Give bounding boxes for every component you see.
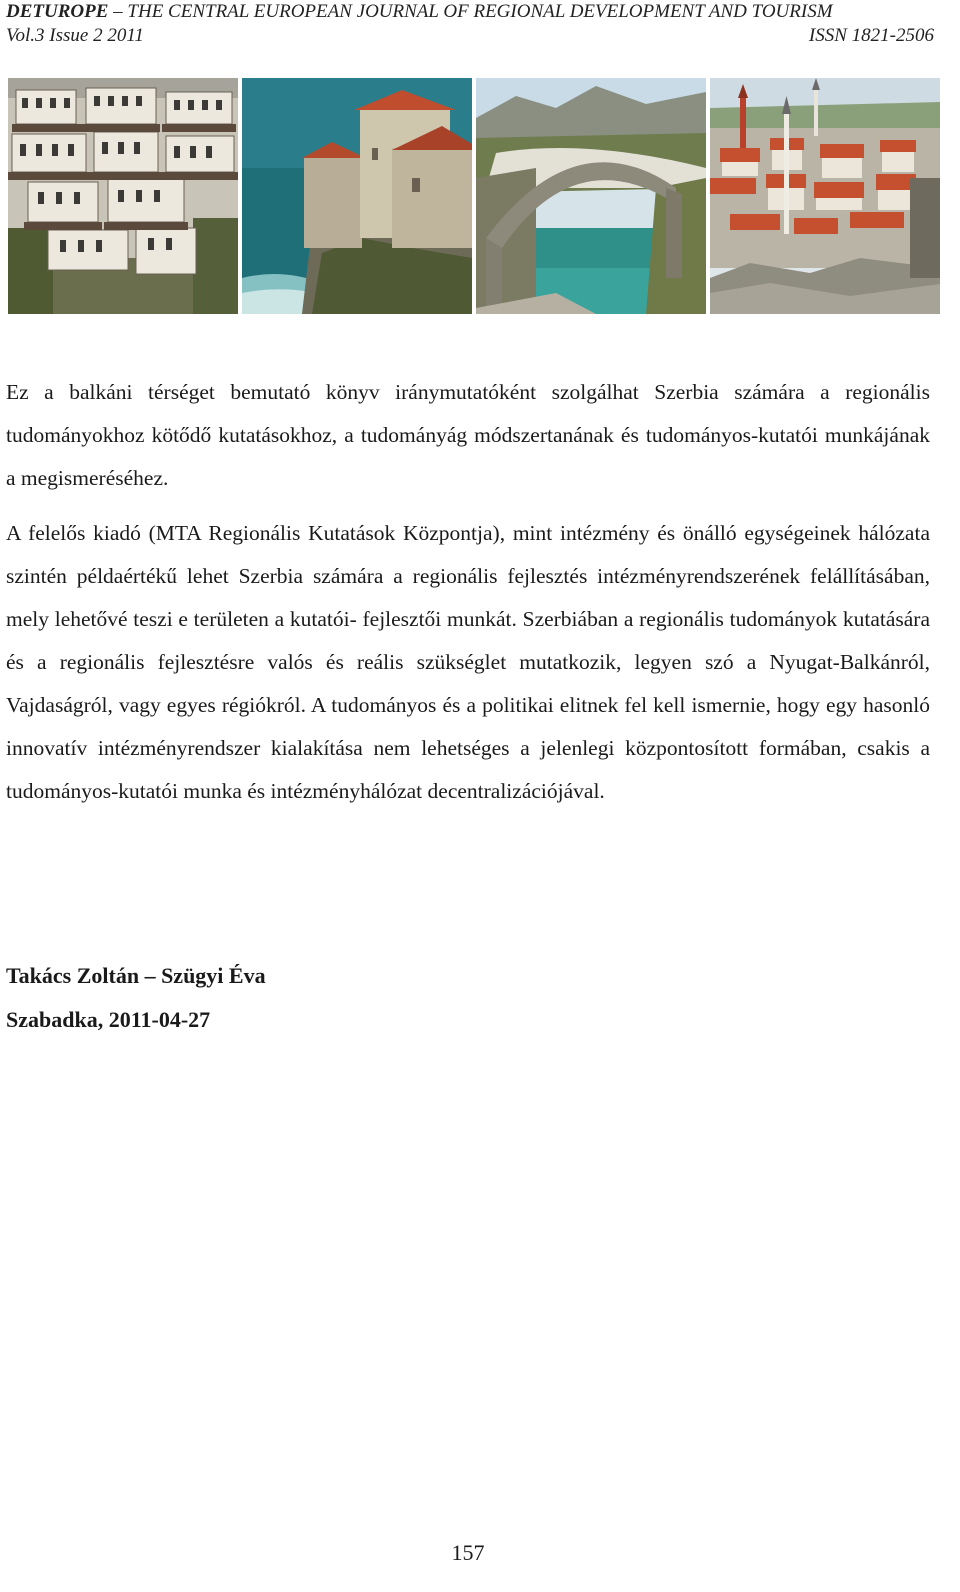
journal-title xyxy=(6,0,833,24)
stone-bridge-photo xyxy=(476,78,706,314)
place-date: Szabadka, 2011-04-27 xyxy=(6,1007,211,1032)
journal-abbr: DETUROPE xyxy=(6,1,109,22)
article-body xyxy=(6,371,930,825)
authors: Takács Zoltán – Szügyi Éva xyxy=(6,963,266,988)
running-header xyxy=(6,0,934,48)
journal-title-row xyxy=(6,0,934,24)
town-minaret-photo xyxy=(710,78,940,314)
paragraph-1: Ez a balkáni térséget bemutató könyv iránymutatóként szolgálhat Szerbia számára a regionális tudományokhoz kötődő kutatásokhoz, a tudományág módszertanának és tudományos-kutatói munkájának a megismeréséhez. xyxy=(6,380,930,490)
page-number: 157 xyxy=(451,1540,485,1565)
journal-full-title: – THE CENTRAL EUROPEAN JOURNAL OF REGIONAL DEVELOPMENT AND TOURISM xyxy=(108,1,833,22)
fortress-sea-photo xyxy=(242,78,472,314)
photo-strip xyxy=(8,78,940,314)
town-houses-photo xyxy=(8,78,238,314)
paragraph-2: A felelős kiadó (MTA Regionális Kutatások Központja), mint intézmény és önálló egységeinek hálózata szintén példaértékű lehet Szerbia számára a regionális fejlesztés intézményrendszerének felállításában, mely lehetővé teszi e területen a kutatói- fejlesztői munkát. Szerbiában a regionális tudományok kutatására és a regionális fejlesztésre valós és reális szükséglet mutatkozik, legyen szó a Nyugat-Balkánról, Vajdaságról, vagy egyes régiókról. A tudományos és a politikai elitnek fel kell ismernie, hogy egy hasonló innovatív intézményrendszer kialakítása nem lehetséges a jelenlegi központosított formában, csakis a tudományos-kutatói munka és intézményhálózat decentralizációjával. xyxy=(6,521,930,803)
signature-block xyxy=(6,954,266,1042)
issue-row xyxy=(6,24,934,48)
volume-issue: Vol.3 Issue 2 2011 xyxy=(6,25,144,46)
issn: ISSN 1821-2506 xyxy=(808,25,934,46)
